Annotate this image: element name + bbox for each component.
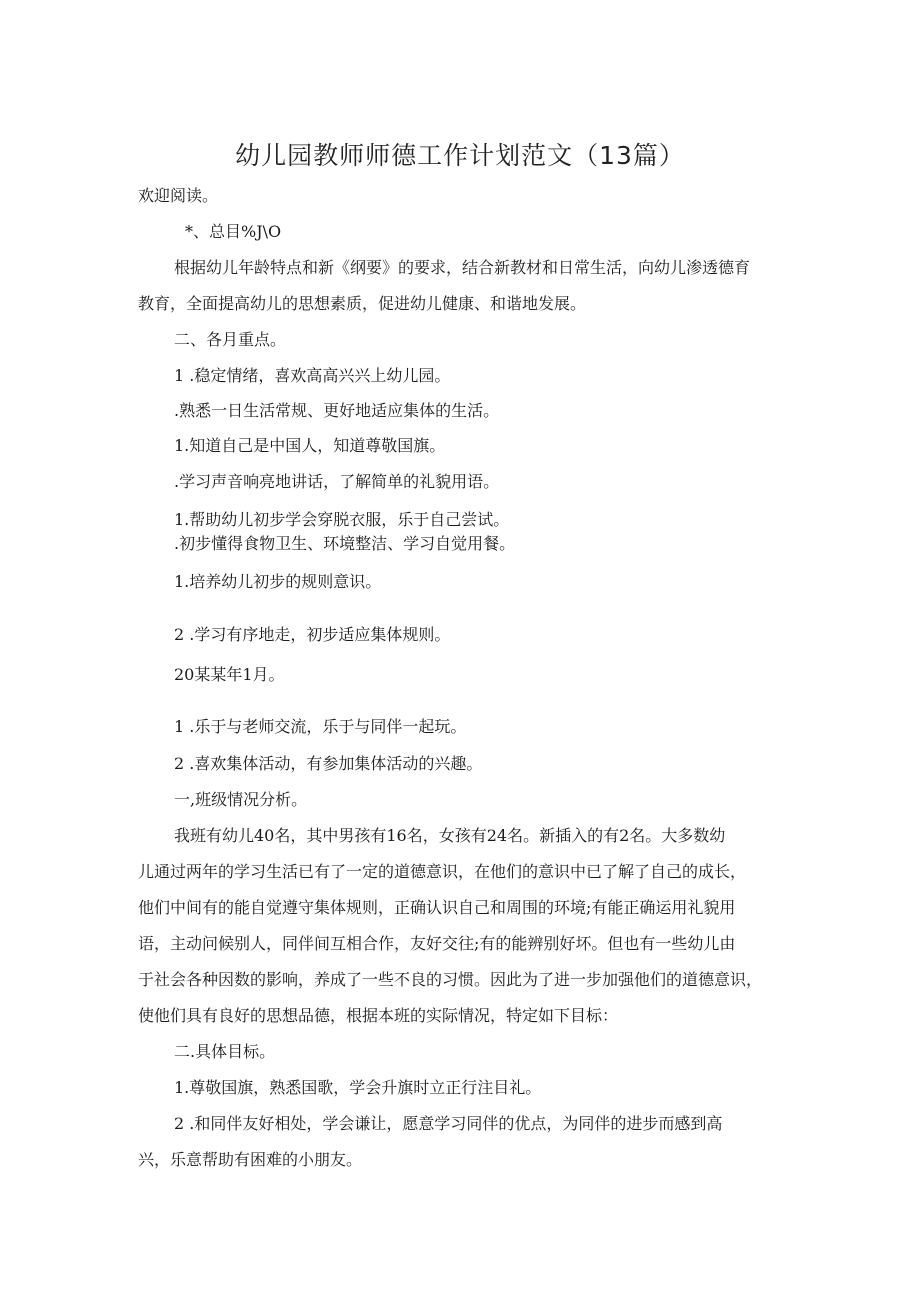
text-line: 1 .乐于与老师交流，乐于与同伴一起玩。 xyxy=(174,717,467,736)
text-line: .初步懂得食物卫生、环境整洁、学习自觉用餐。 xyxy=(174,534,516,553)
text-line: 2 .喜欢集体活动，有参加集体活动的兴趣。 xyxy=(174,754,483,773)
text-line: 我班有幼儿40名，其中男孩有16名，女孩有24名。新插入的有2名。大多数幼 xyxy=(174,826,726,845)
text-line: 欢迎阅读。 xyxy=(138,186,219,205)
text-line: 一,班级情况分析。 xyxy=(174,790,308,809)
text-line: 1.培养幼儿初步的规则意识。 xyxy=(174,572,382,591)
text-line: 语，主动问候别人，同伴间互相合作，友好交往;有的能辨别好坏。但也有一些幼儿由 xyxy=(138,934,736,953)
text-line: 儿通过两年的学习生活已有了一定的道德意识，在他们的意识中已了解了自己的成长， xyxy=(138,862,747,881)
text-line: 1.帮助幼儿初步学会穿脱衣服，乐于自己尝试。 xyxy=(174,510,510,529)
text-line: .熟悉一日生活常规、更好地适应集体的生活。 xyxy=(174,401,500,420)
text-line: 教育，全面提高幼儿的思想素质，促进幼儿健康、和谐地发展。 xyxy=(138,294,587,313)
text-line: 于社会各种因数的影响，养成了一些不良的习惯。因此为了进一步加强他们的道德意识， xyxy=(138,970,763,989)
text-line: 20某某年1月。 xyxy=(174,665,285,684)
text-line: 根据幼儿年龄特点和新《纲要》的要求，结合新教材和日常生活，向幼儿渗透德育 xyxy=(174,258,751,277)
text-line: 他们中间有的能自觉遵守集体规则，正确认识自己和周围的环境;有能正确运用礼貌用 xyxy=(138,898,736,917)
text-line: 1.知道自己是中国人，知道尊敬国旗。 xyxy=(174,436,446,455)
text-line: 使他们具有良好的思想品德，根据本班的实际情况，特定如下目标： xyxy=(138,1006,619,1025)
document-title: 幼儿园教师师德工作计划范文（13篇） xyxy=(235,141,685,170)
text-line: 2 .学习有序地走，初步适应集体规则。 xyxy=(174,625,451,644)
text-line: 二、各月重点。 xyxy=(174,330,287,349)
text-line: 1 .稳定情绪，喜欢高高兴兴上幼儿园。 xyxy=(174,366,451,385)
text-line: 1.尊敬国旗，熟悉国歌，学会升旗时立正行注目礼。 xyxy=(174,1078,542,1097)
text-line: 兴，乐意帮助有困难的小朋友。 xyxy=(138,1150,363,1169)
text-line: .学习声音响亮地讲话，了解简单的礼貌用语。 xyxy=(174,472,500,491)
text-line: 二.具体目标。 xyxy=(174,1042,276,1061)
text-line: 2 .和同伴友好相处，学会谦让，愿意学习同伴的优点，为同伴的进步而感到高 xyxy=(174,1114,723,1133)
text-line: *、总目%J\O xyxy=(185,222,282,241)
